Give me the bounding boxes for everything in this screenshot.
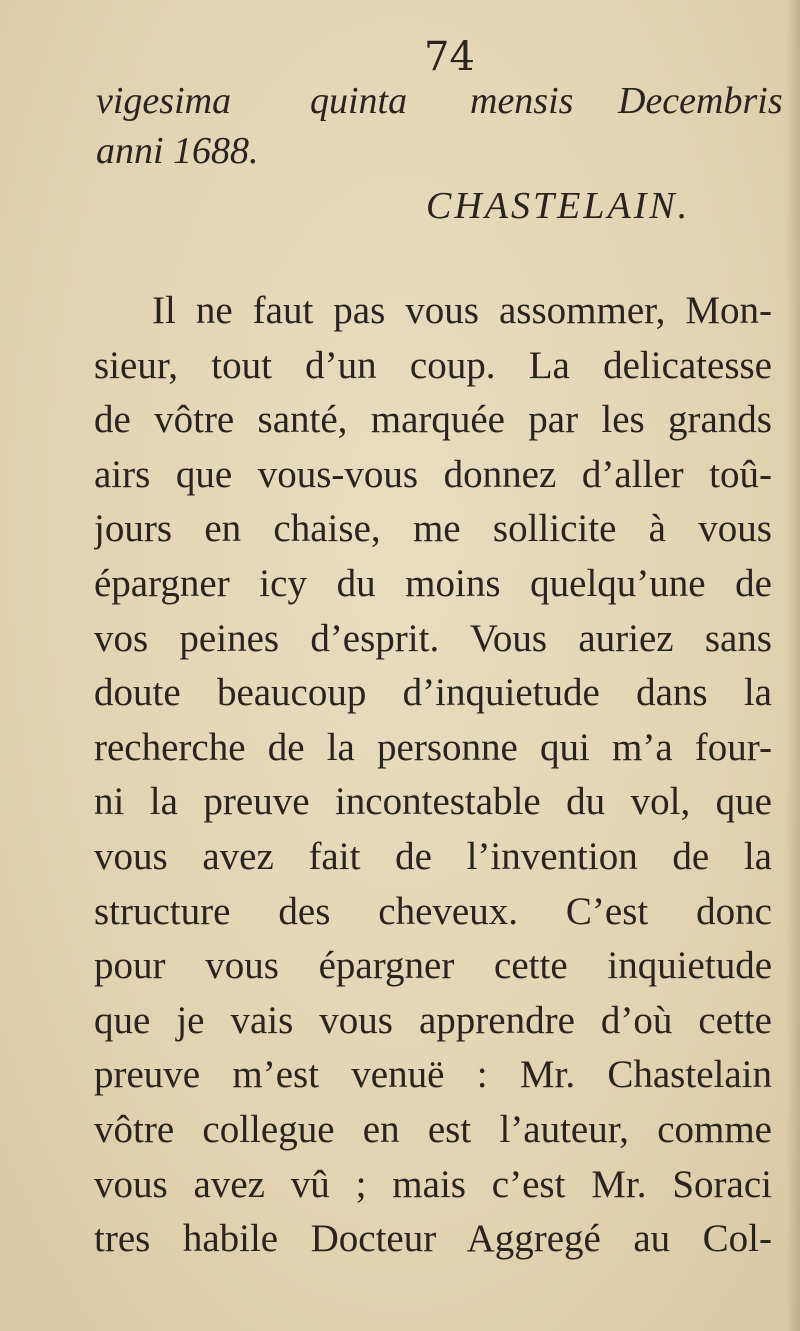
text-line: de vôtre santé, marquée par les grands [94,398,772,442]
text-line: sieur, tout d’un coup. La delicatesse [94,343,772,387]
page-number: 74 [424,34,475,80]
text-line: airs que vous-vous donnez d’aller toû- [94,452,772,496]
latin-date-line-2: anni 1688. [96,130,259,172]
latin-word: Decembris [618,80,783,122]
text-line: que je vais vous apprendre d’où cette [94,998,772,1042]
text-line: vôtre collegue en est l’auteur, comme [94,1107,772,1151]
text-line: jours en chaise, me sollicite à vous [94,507,772,551]
text-line: épargner icy du moins quelqu’une de [94,561,772,605]
text-line: vous avez vû ; mais c’est Mr. Soraci [94,1162,772,1206]
text-line: doute beaucoup d’inquietude dans la [94,671,772,715]
text-line: vous avez fait de l’invention de la [94,834,772,878]
latin-word: vigesima [96,80,232,122]
page-edge-shadow [786,0,800,1331]
signature: CHASTELAIN. [426,185,691,227]
letter-paragraph [94,284,772,1267]
text-line: ni la preuve incontestable du vol, que [94,780,772,824]
latin-word: mensis [470,80,574,122]
text-line: structure des cheveux. C’est donc [94,889,772,933]
text-line: preuve m’est venuë : Mr. Chastelain [94,1053,772,1097]
text-line: Il ne faut pas vous assommer, Mon- [152,289,772,332]
text-line: tres habile Docteur Aggregé au Col- [94,1217,772,1261]
text-line: vos peines d’esprit. Vous auriez sans [94,616,772,660]
text-line: pour vous épargner cette inquietude [94,944,772,988]
latin-word: quinta [310,80,408,122]
text-line: recherche de la personne qui m’a four- [94,725,772,769]
